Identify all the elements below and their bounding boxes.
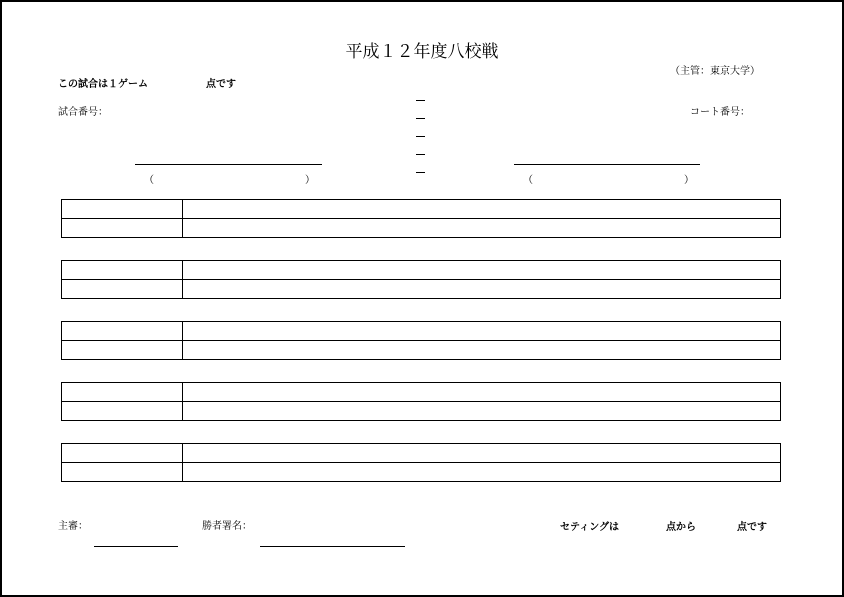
score-table-4	[61, 382, 781, 421]
table-row	[62, 219, 781, 238]
table-row	[62, 261, 781, 280]
score-dash	[416, 100, 425, 101]
score-table-2	[61, 260, 781, 299]
left-team-name-line	[135, 164, 322, 165]
score-dash	[416, 136, 425, 137]
left-team-paren-open: （	[144, 175, 154, 186]
table-row	[62, 280, 781, 299]
table-cell[interactable]	[183, 280, 781, 299]
score-table-1	[61, 199, 781, 238]
table-cell[interactable]	[183, 322, 781, 341]
table-row	[62, 341, 781, 360]
table-cell[interactable]	[62, 261, 183, 280]
table-cell[interactable]	[62, 322, 183, 341]
table-cell[interactable]	[62, 383, 183, 402]
setting-suffix: 点です	[737, 522, 767, 533]
table-row	[62, 444, 781, 463]
court-number-label: コート番号：	[690, 107, 750, 118]
table-row	[62, 200, 781, 219]
table-cell[interactable]	[62, 200, 183, 219]
score-table-3	[61, 321, 781, 360]
table-cell[interactable]	[62, 280, 183, 299]
setting-prefix: セティングは	[560, 522, 619, 533]
score-table-5	[61, 443, 781, 482]
table-cell[interactable]	[62, 402, 183, 421]
right-team-name-line	[514, 164, 700, 165]
table-row	[62, 383, 781, 402]
match-number-label: 試合番号：	[58, 107, 108, 118]
table-cell[interactable]	[183, 383, 781, 402]
left-team-paren-close: ）	[305, 175, 315, 186]
page-title: 平成１２年度八校戦	[345, 42, 499, 62]
table-cell[interactable]	[183, 463, 781, 482]
table-cell[interactable]	[62, 463, 183, 482]
winner-signature-label: 勝者署名：	[202, 521, 252, 532]
table-cell[interactable]	[62, 219, 183, 238]
game-points-suffix: 点です	[206, 79, 236, 90]
table-cell[interactable]	[183, 444, 781, 463]
table-row	[62, 463, 781, 482]
right-team-paren-open: （	[523, 175, 533, 186]
score-dash	[416, 172, 425, 173]
score-dash	[416, 154, 425, 155]
table-row	[62, 322, 781, 341]
umpire-signature-line	[94, 546, 178, 547]
right-team-paren-close: ）	[684, 175, 694, 186]
table-cell[interactable]	[183, 219, 781, 238]
host-label: （主管：東京大学）	[670, 66, 760, 77]
umpire-label: 主審：	[58, 521, 88, 532]
table-cell[interactable]	[62, 444, 183, 463]
setting-middle: 点から	[666, 522, 696, 533]
table-cell[interactable]	[183, 261, 781, 280]
score-dash	[416, 118, 425, 119]
table-cell[interactable]	[62, 341, 183, 360]
table-cell[interactable]	[183, 200, 781, 219]
game-points-prefix: この試合は１ゲーム	[58, 79, 148, 90]
table-cell[interactable]	[183, 341, 781, 360]
table-row	[62, 402, 781, 421]
winner-signature-line	[260, 546, 405, 547]
table-cell[interactable]	[183, 402, 781, 421]
